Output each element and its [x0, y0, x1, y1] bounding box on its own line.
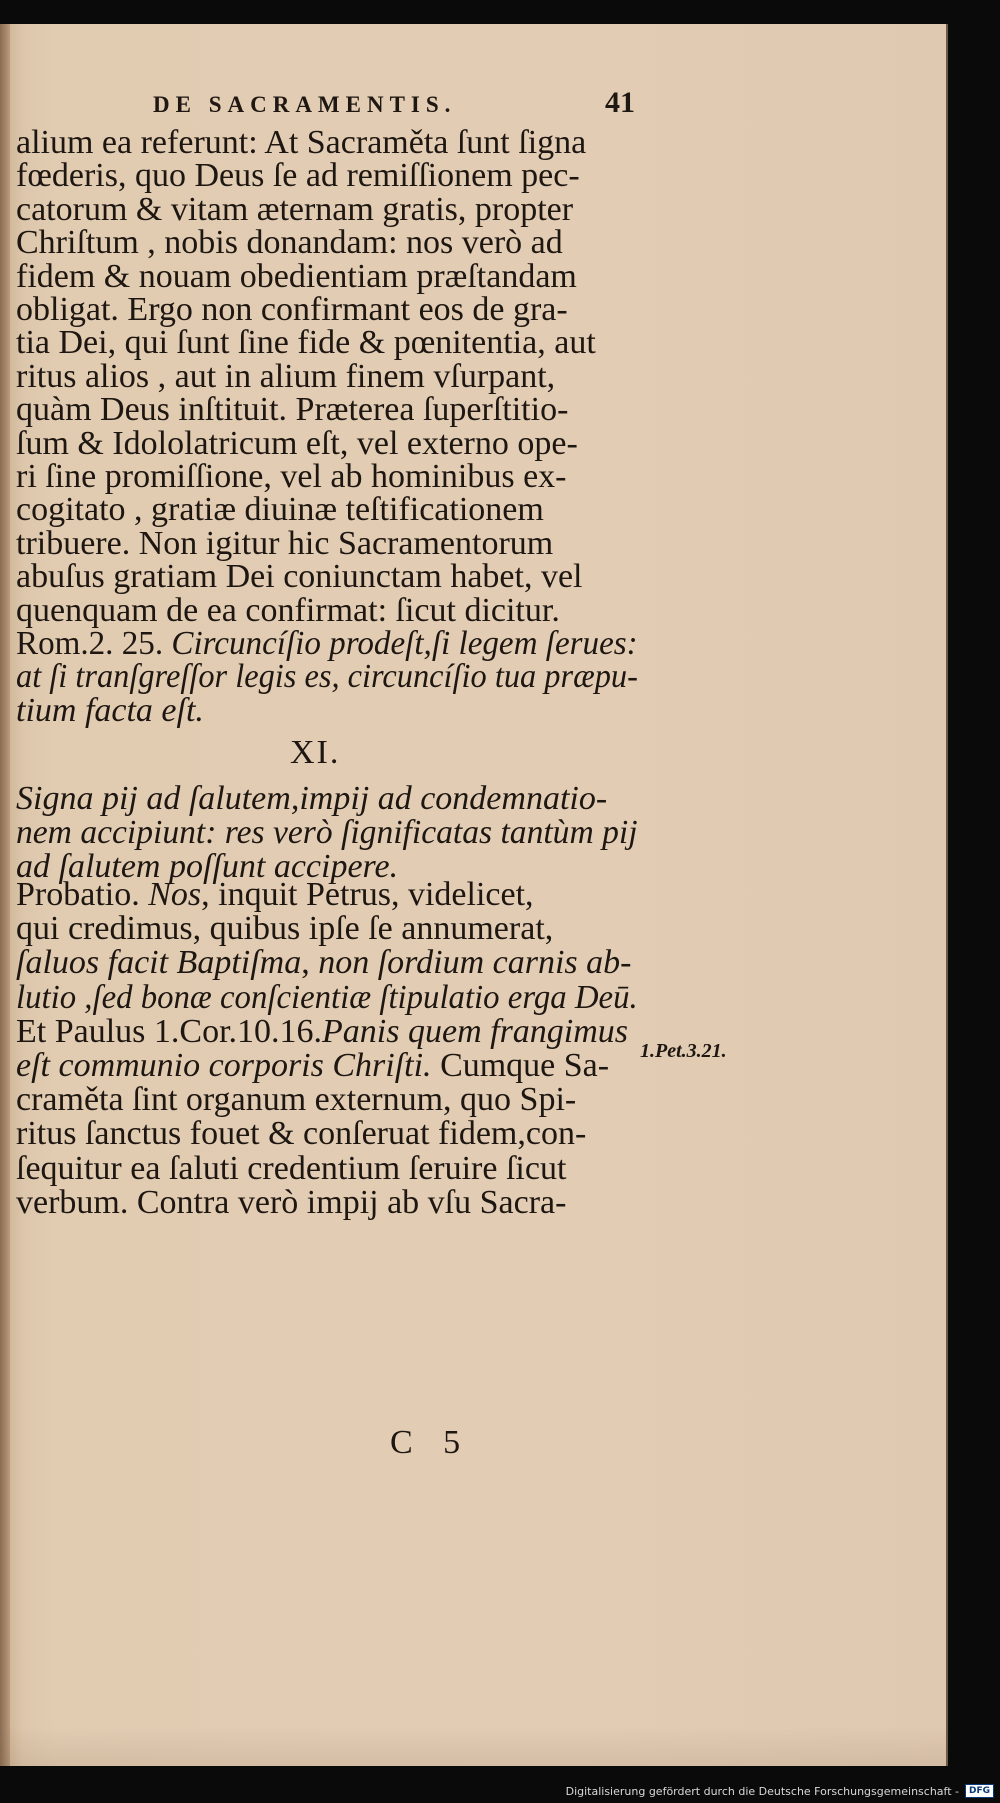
- text-segment: Rom.2. 25.: [16, 625, 172, 662]
- text-segment: catorum & vitam æternam gratis, propter: [16, 190, 574, 228]
- text-segment: ,: [301, 944, 319, 982]
- text-segment: non ſordium carnis ab-: [318, 944, 632, 982]
- text-segment: Nos: [148, 876, 202, 913]
- text-segment: lutio ,ſed bonæ conſcientiæ ſtipulatio erga Deū.: [16, 978, 638, 1016]
- proof-lines-line: [16, 1115, 586, 1153]
- text-segment: Probatio.: [16, 876, 149, 913]
- body-lines-line: [16, 391, 568, 429]
- text-segment: ad ſalutem poſſunt accipere.: [16, 848, 399, 885]
- body-lines-line: [16, 191, 573, 229]
- text-segment: ritus alios , aut in alium finem vſurpant,: [16, 357, 556, 395]
- text-segment: tia Dei, qui ſunt ſine fide & pœnitentia, aut: [16, 324, 596, 362]
- body-lines-line: [16, 291, 568, 329]
- text-segment: ſaluos facit Baptiſma: [16, 944, 302, 982]
- text-segment: quenquam de ea confirmat: ſicut dicitur.: [16, 591, 560, 629]
- text-segment: eſt communio corporis Chriſti.: [16, 1047, 432, 1084]
- body-lines-line: [16, 157, 580, 195]
- text-segment: quàm Deus inſtituit. Præterea ſuperſtitio-: [16, 391, 569, 429]
- thesis-lines-line: [16, 780, 607, 818]
- text-segment: Et Paulus 1.Cor.10.16.: [16, 1012, 323, 1050]
- body-lines-line: [16, 658, 638, 696]
- text-segment: Signa pij ad ſalutem,impij ad condemnatio-: [16, 780, 608, 817]
- proof-lines-line: [16, 944, 631, 982]
- body-lines-line: [16, 358, 555, 396]
- text-segment: , inquit Petrus, videlicet,: [201, 876, 534, 913]
- proof-lines-line: [16, 1184, 566, 1222]
- body-lines-line: [16, 525, 553, 563]
- text-segment: ſequitur ea ſaluti credentium ſeruire ſicut: [16, 1149, 567, 1187]
- text-segment: tium facta eſt.: [16, 691, 204, 729]
- text-segment: qui credimus, quibus ipſe ſe annumerat,: [16, 910, 554, 948]
- text-segment: Panis quem frangimus: [322, 1012, 629, 1050]
- proof-lines-line: [16, 979, 638, 1017]
- margin-note: 1.Pet.3.21.: [640, 1040, 727, 1062]
- body-lines-line: [16, 224, 563, 262]
- text-segment: verbum. Contra verò impij ab vſu Sacra-: [16, 1183, 567, 1221]
- text-segment: ritus ſanctus fouet & conſeruat fidem,con-: [16, 1115, 587, 1153]
- proof-lines-line: [16, 1081, 576, 1119]
- body-lines-line: [16, 692, 204, 730]
- proof-lines-line: [16, 876, 534, 914]
- text-segment: nem accipiunt: res verò ſignificatas tantùm pij: [16, 814, 638, 851]
- text-segment: abuſus gratiam Dei coniunctam habet, vel: [16, 558, 583, 596]
- text-segment: Circuncíſio prodeſt,ſi legem ſerues:: [171, 625, 638, 662]
- thesis-lines-line: [16, 814, 638, 852]
- section-heading: XI.: [290, 734, 341, 771]
- text-segment: at ſi tranſgreſſor legis es, circuncíſio tua præpu-: [16, 658, 638, 696]
- body-lines-line: [16, 491, 544, 529]
- text-segment: ri ſine promiſſione, vel ab hominibus ex-: [16, 458, 567, 495]
- page-number: 41: [605, 86, 635, 119]
- text-segment: obligat. Ergo non confirmant eos de gra-: [16, 291, 568, 328]
- text-segment: alium ea referunt: At Sacraměta ſunt ſigna: [16, 124, 587, 161]
- proof-lines-line: [16, 1013, 628, 1051]
- running-head: DE SACRAMENTIS.: [153, 92, 457, 117]
- body-lines-line: [16, 592, 560, 630]
- text-segment: Chriſtum , nobis donandam: nos verò ad: [16, 224, 563, 262]
- body-lines-line: [16, 258, 577, 296]
- text-segment: Cumque Sa-: [431, 1047, 610, 1084]
- body-lines-line: [16, 625, 638, 663]
- digitization-footer: [566, 1784, 994, 1798]
- text-segment: cogitato , gratiæ diuinæ teſtificationem: [16, 491, 544, 529]
- dfg-logo-icon: DFG: [965, 1784, 994, 1798]
- footer-credit: Digitalisierung gefördert durch die Deutsche Forschungsgemeinschaft -: [565, 1784, 959, 1798]
- text-segment: fœderis, quo Deus ſe ad remiſſionem pec-: [16, 157, 580, 195]
- text-segment: craměta ſint organum externum, quo Spi-: [16, 1081, 577, 1119]
- body-lines-line: [16, 558, 582, 596]
- proof-lines-line: [16, 910, 553, 948]
- body-lines-line: [16, 425, 578, 463]
- body-lines-line: [16, 124, 586, 162]
- body-lines-line: [16, 324, 596, 362]
- proof-lines-line: [16, 1047, 609, 1085]
- text-segment: tribuere. Non igitur hic Sacramentorum: [16, 524, 554, 562]
- signature-mark: C 5: [390, 1424, 461, 1461]
- text-segment: fidem & nouam obedientiam præſtandam: [16, 257, 577, 295]
- book-page: [0, 24, 948, 1766]
- page-header: [135, 84, 635, 124]
- text-segment: ſum & Idololatricum eſt, vel externo ope-: [16, 424, 578, 462]
- body-lines-line: [16, 458, 567, 496]
- proof-lines-line: [16, 1150, 566, 1188]
